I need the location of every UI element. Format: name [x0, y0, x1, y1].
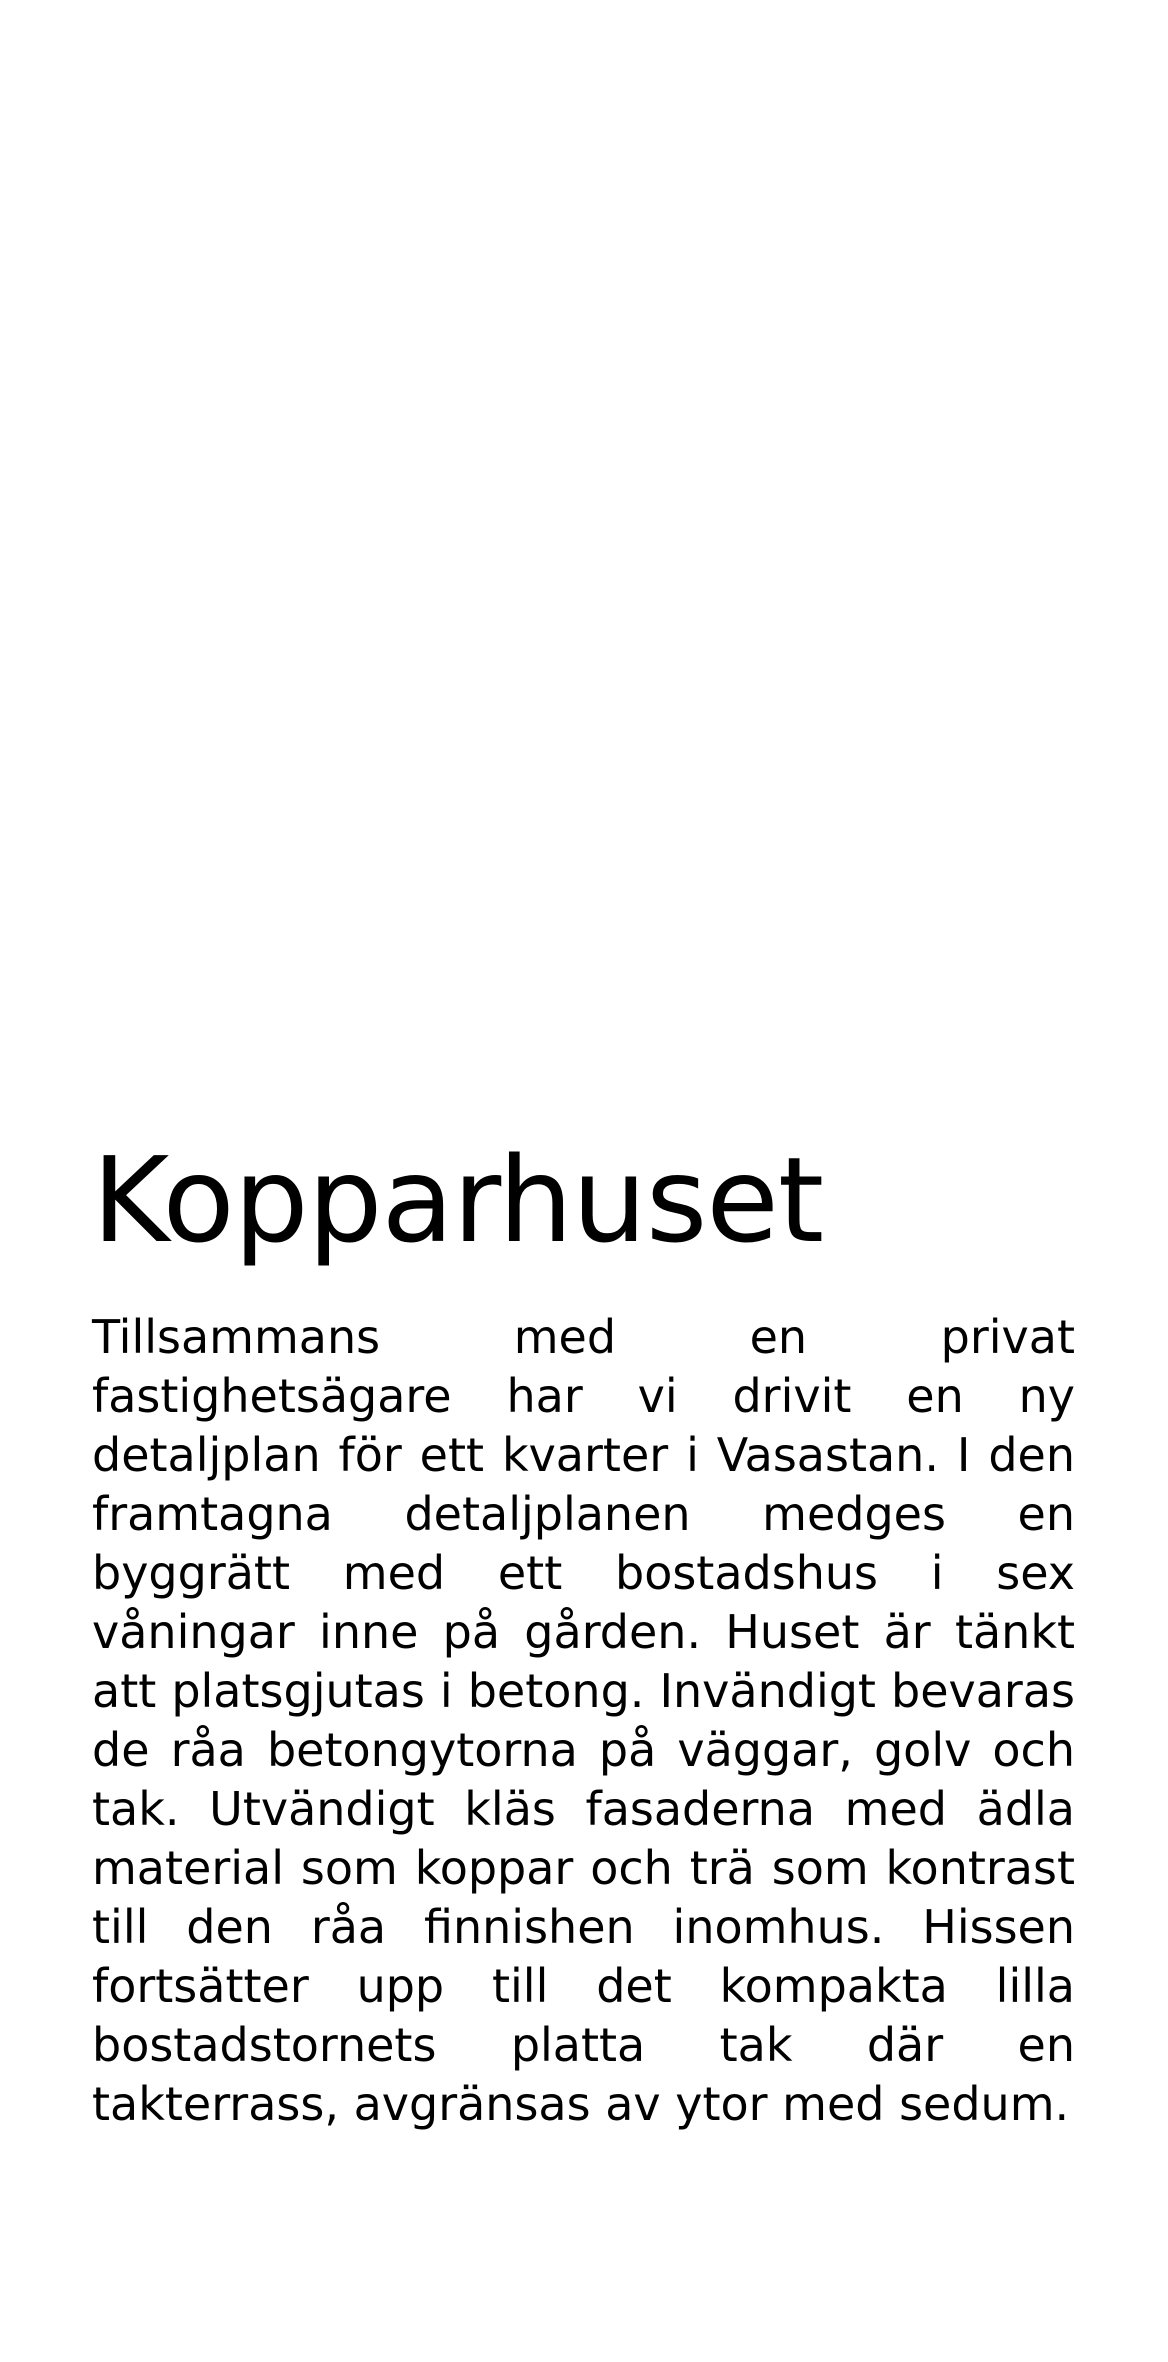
article-body: Tillsammans med en privat fastighetsägare har vi drivit en ny detaljplan för ett kvarter i Vasastan. I den framtagna detaljplanen medges en byggrätt med ett bostadshus i sex våningar inne på gården. Huset är tänkt att platsgjutas i betong. Invändigt bevaras de råa betongytorna på väggar, golv och tak. Utvändigt kläs fasaderna med ädla material som koppar och trä som kontrast till den råa finnishen inomhus. Hissen fortsätter upp till det kompakta lilla bostadstornets platta tak där en takterrass, avgränsas av ytor med sedum. — [92, 1310, 1075, 2131]
page-title: Kopparhuset — [92, 1131, 824, 1269]
article — [92, 1130, 1075, 2134]
